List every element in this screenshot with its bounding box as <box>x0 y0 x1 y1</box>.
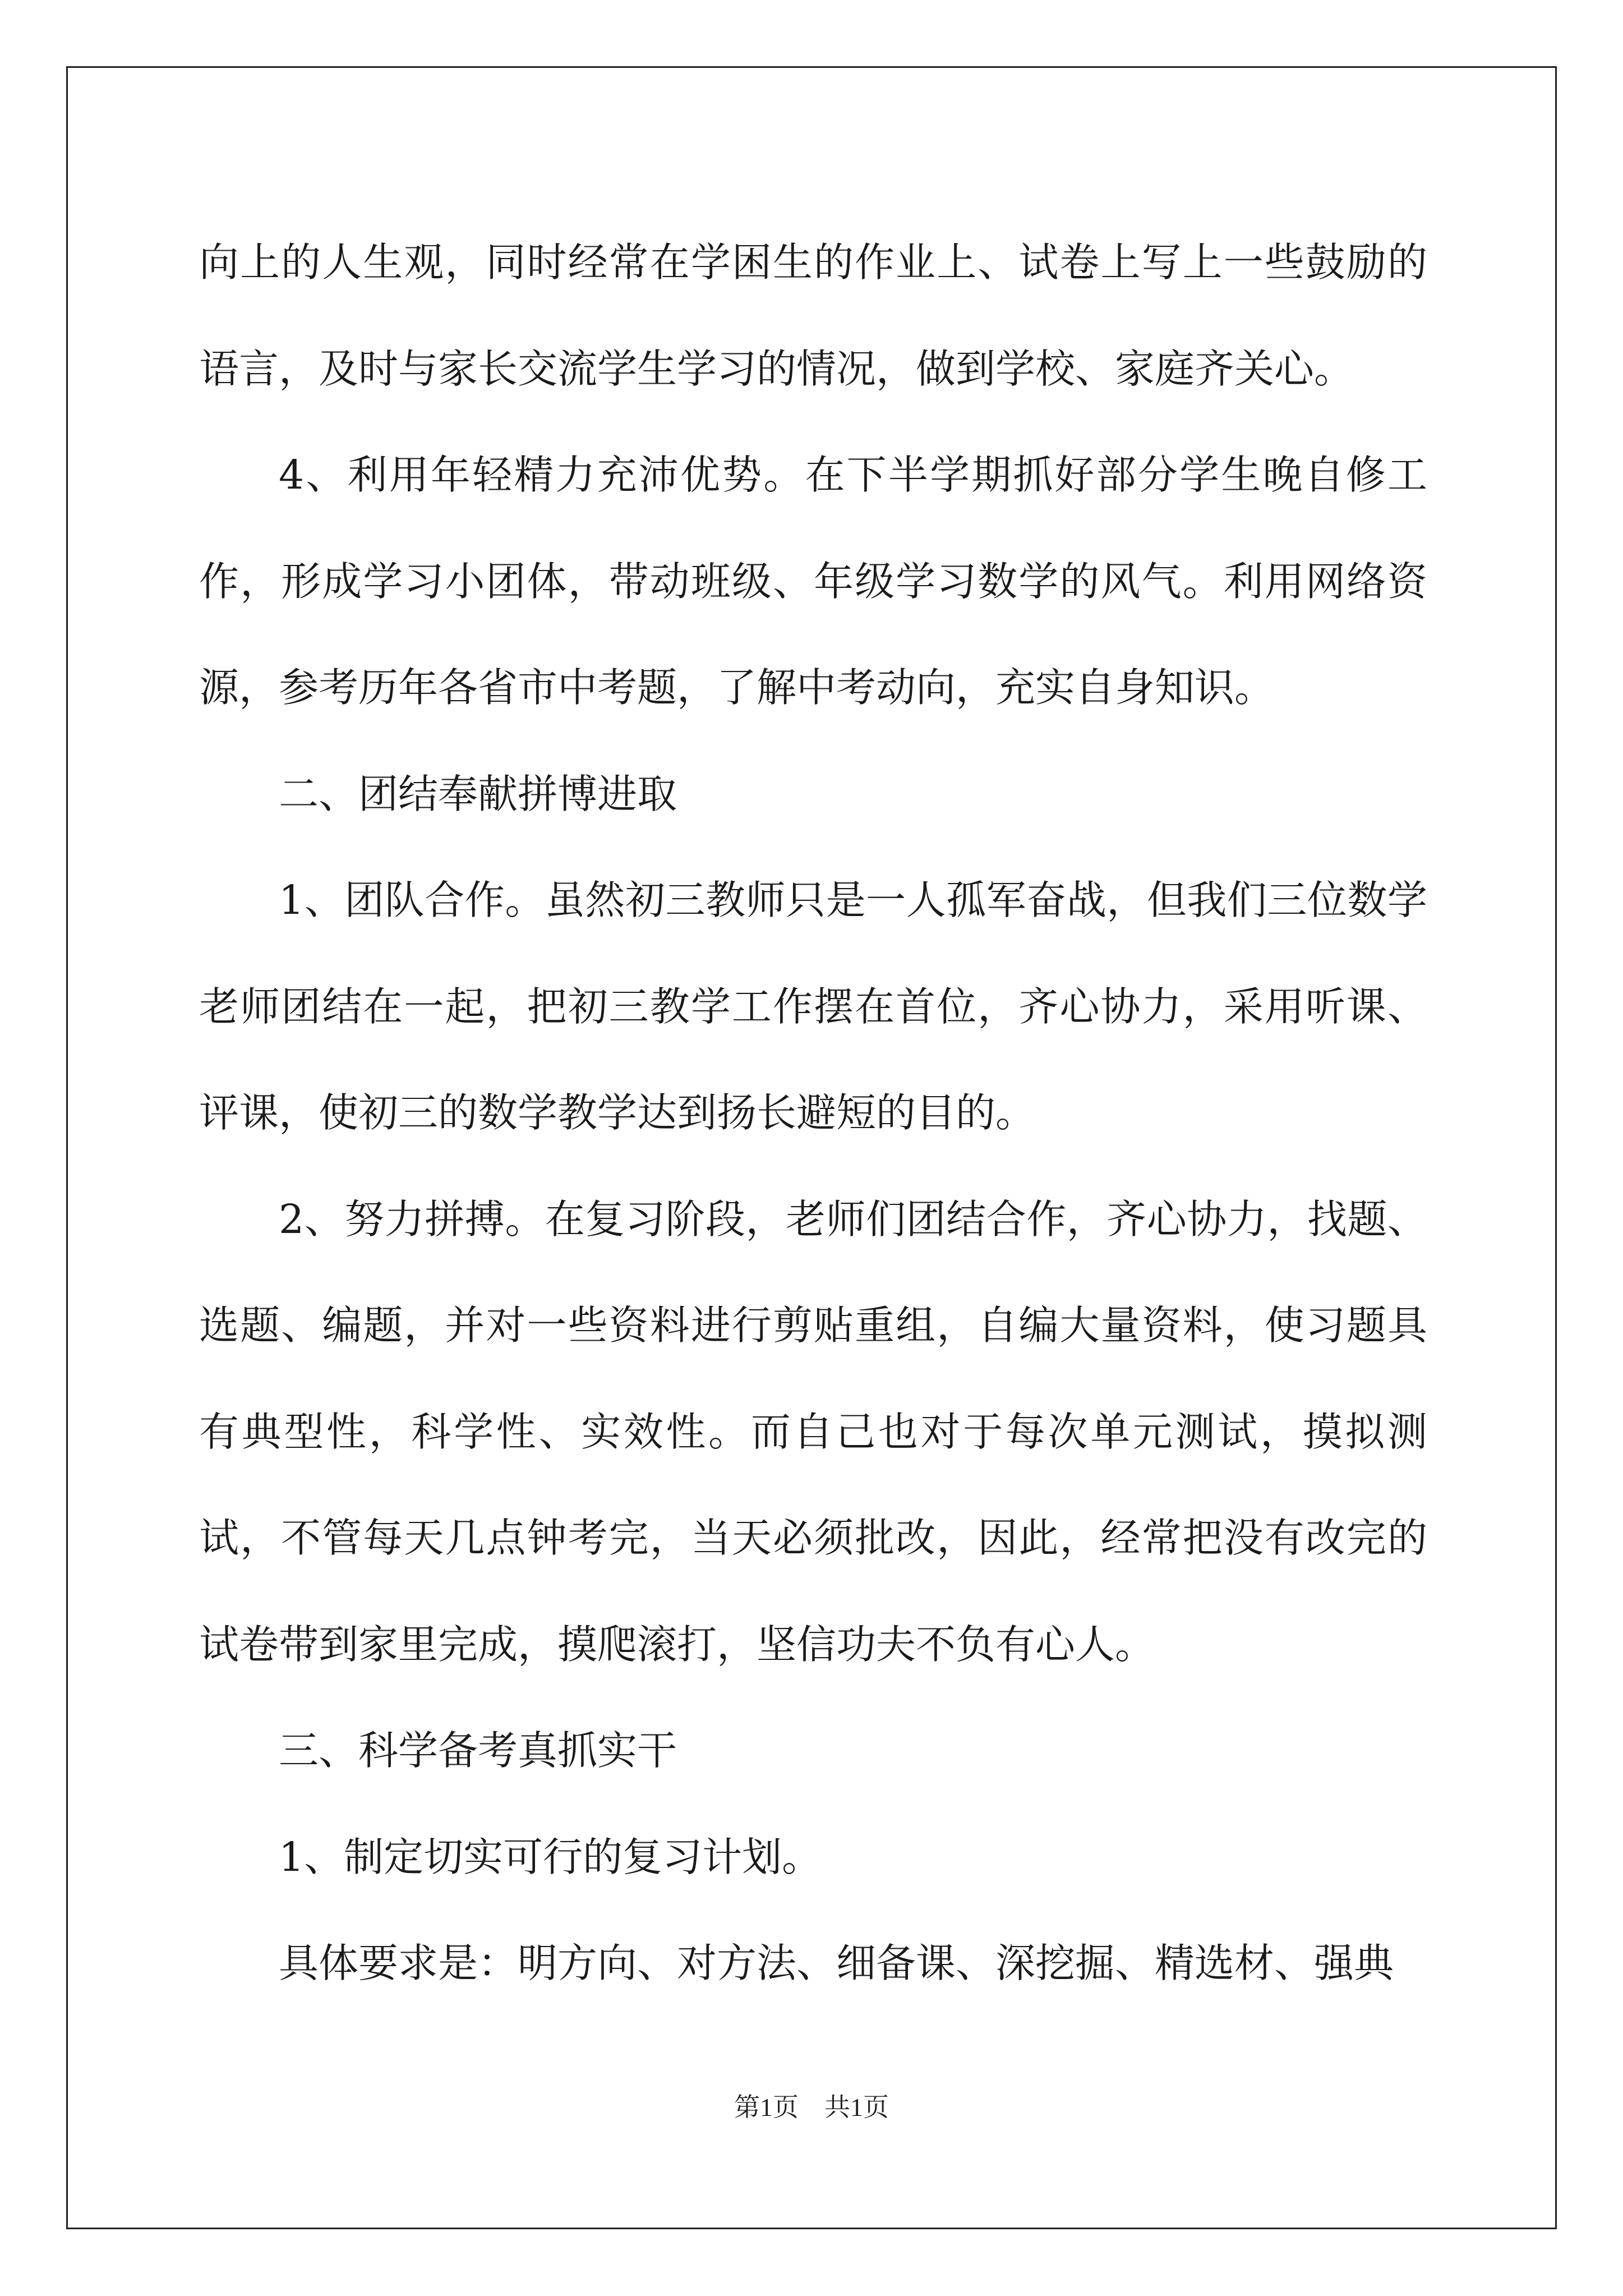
paragraph-2: 4、利用年轻精力充沛优势。在下半学期抓好部分学生晚自修工作，形成学习小团体，带动班级、年级学习数学的风气。利用网络资源，参考历年各省市中考题，了解中考动向，充实自身知识。 <box>199 452 1427 711</box>
section-heading-3: 三、科学备考真抓实干 <box>279 1727 677 1774</box>
page-total: 共1页 <box>824 2093 889 2122</box>
section-heading-2: 二、团结奉献拼博进取 <box>279 770 677 817</box>
document-body <box>199 209 1427 2017</box>
paragraph-6: 具体要求是：明方向、对方法、细备课、深挖掘、精选材、强典 <box>279 1940 1394 1986</box>
page-number: 第1页 <box>734 2093 799 2122</box>
paragraph-4: 2、努力拼搏。在复习阶段，老师们团结合作，齐心协力，找题、选题、编题，并对一些资料进行剪贴重组，自编大量资料，使习题具有典型性，科学性、实效性。而自己也对于每次单元测试，摸拟测试，不管每天几点钟考完，当天必须批改，因此，经常把没有改完的试卷带到家里完成，摸爬滚打，坚信功夫不负有心人。 <box>199 1195 1427 1668</box>
page-footer <box>0 2091 1623 2124</box>
paragraph-1: 向上的人生观，同时经常在学困生的作业上、试卷上写上一些鼓励的语言，及时与家长交流学生学习的情况，做到学校、家庭齐关心。 <box>199 239 1427 392</box>
paragraph-5: 1、制定切实可行的复习计划。 <box>279 1833 822 1880</box>
paragraph-3: 1、团队合作。虽然初三教师只是一人孤军奋战，但我们三位数学老师团结在一起，把初三教学工作摆在首位，齐心协力，采用听课、评课，使初三的数学教学达到扬长避短的目的。 <box>199 877 1427 1136</box>
